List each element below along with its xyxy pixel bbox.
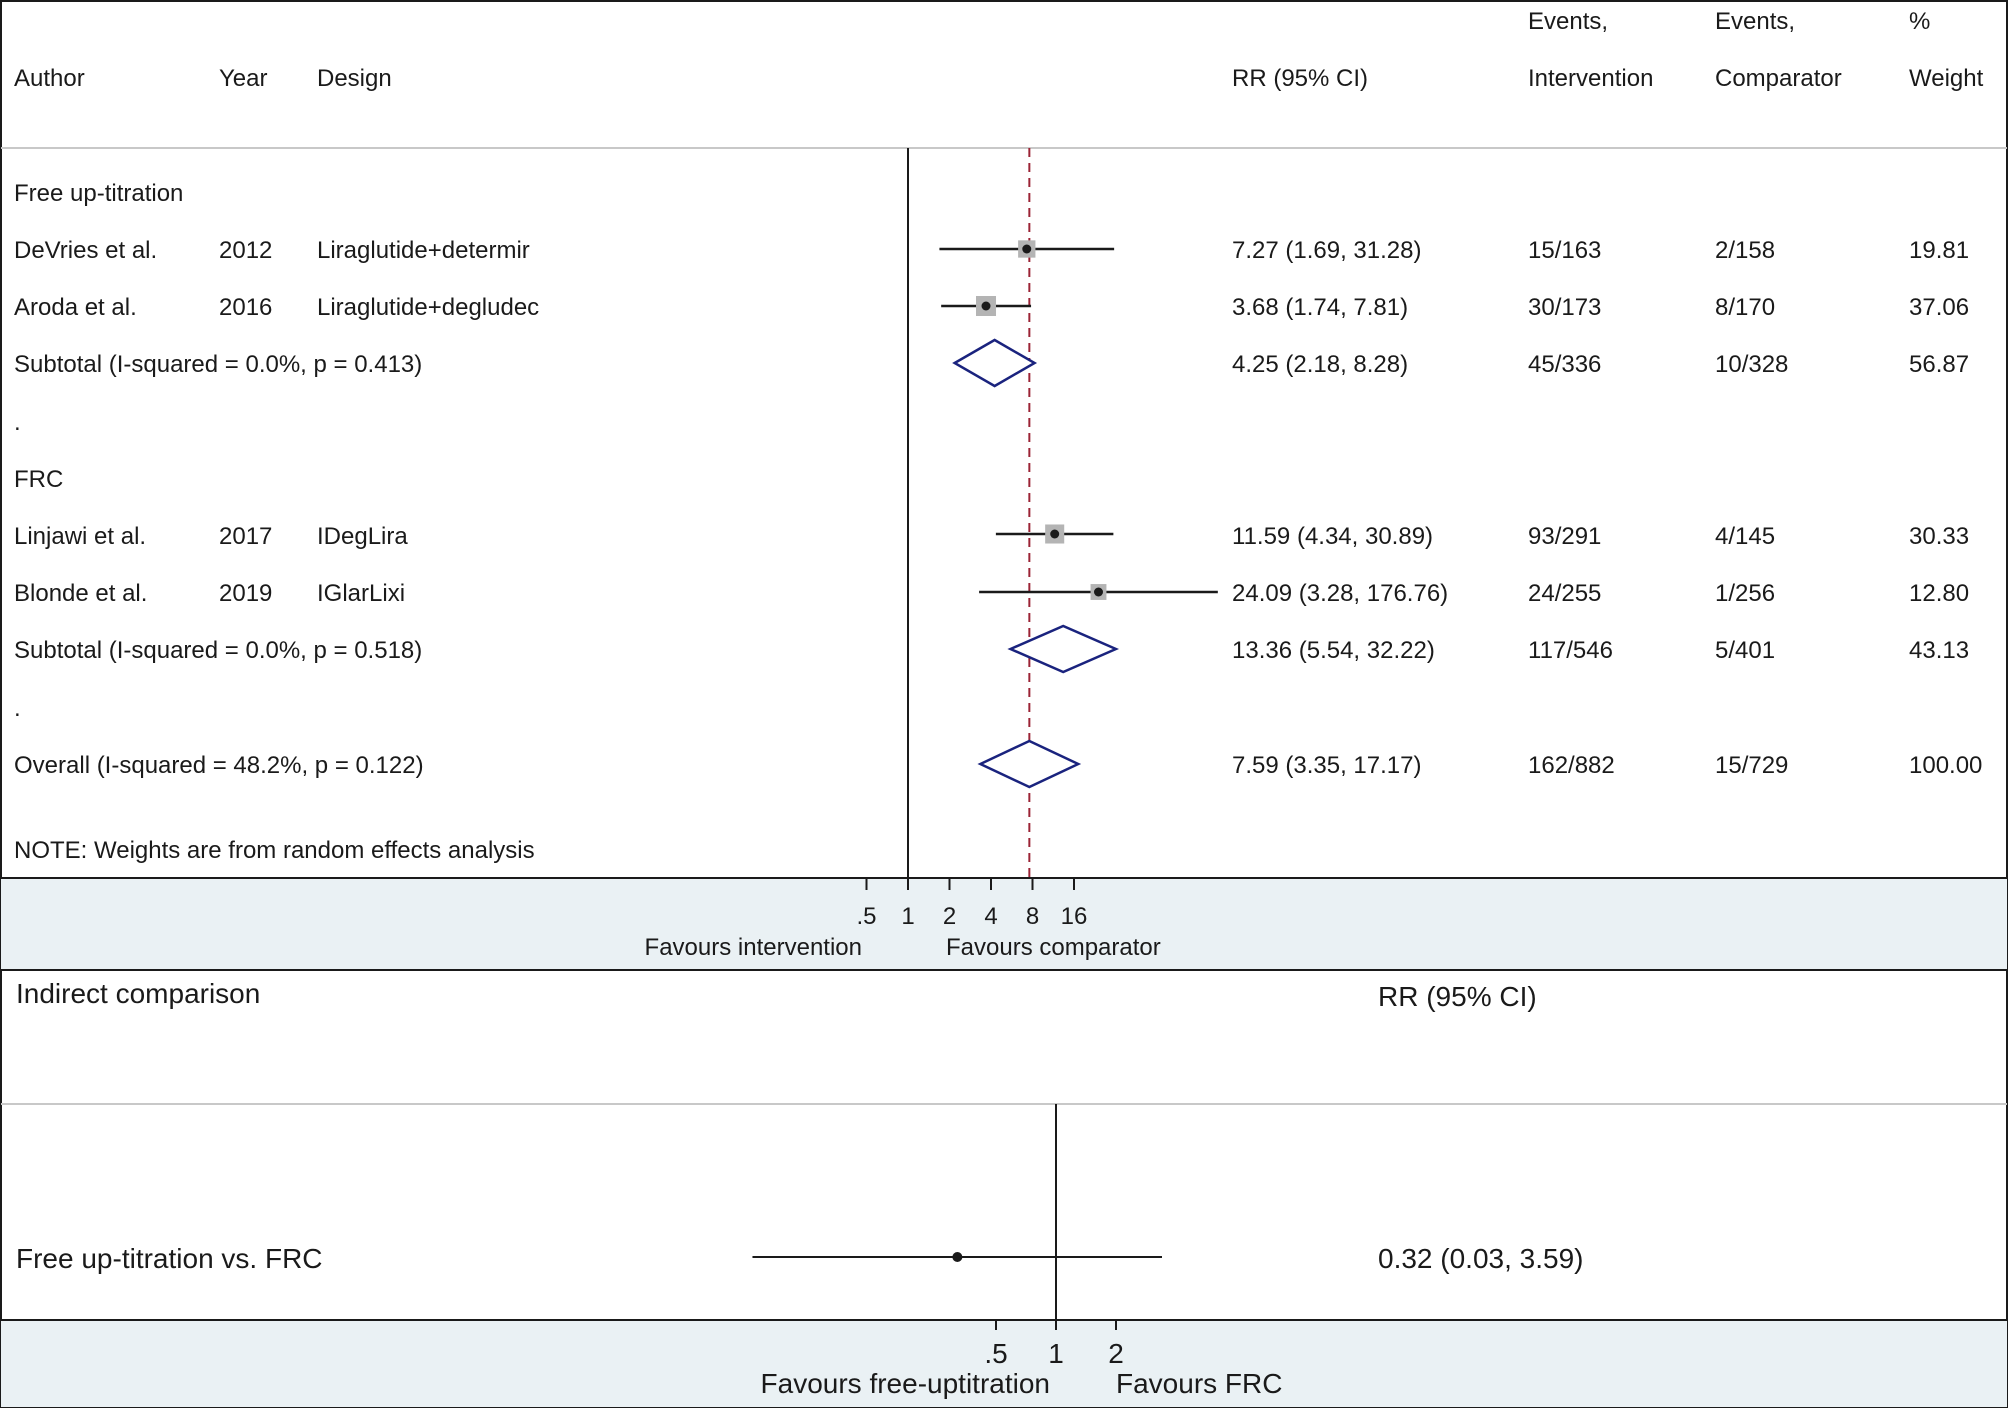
favours-free-uptitration-label: Favours free-uptitration	[760, 1368, 1050, 1399]
group-label-free-up-titration: Free up-titration	[14, 180, 184, 207]
favours-comparator-label: Favours comparator	[946, 934, 1161, 961]
point-estimate	[1094, 588, 1103, 597]
study-rr: 11.59 (4.34, 30.89)	[1232, 523, 1434, 550]
study-weight: 37.06	[1909, 294, 1970, 321]
subtotal-events-intervention: 117/546	[1528, 637, 1613, 664]
study-year: 2019	[219, 580, 273, 607]
study-author: DeVries et al.	[14, 237, 158, 264]
subtotal-weight: 43.13	[1909, 637, 1970, 664]
axis-tick-label: 2	[942, 903, 957, 930]
study-design: Liraglutide+degludec	[317, 294, 540, 321]
indirect-point-estimate	[952, 1252, 962, 1262]
axis-tick-label: 8	[1025, 903, 1040, 930]
study-design: Liraglutide+determir	[317, 237, 530, 264]
study-design: IGlarLixi	[317, 580, 406, 607]
axis-tick-label: 4	[984, 903, 998, 930]
study-design: IDegLira	[317, 523, 408, 550]
study-year: 2016	[219, 294, 273, 321]
header-design: Design	[317, 65, 392, 92]
study-events-comparator: 2/158	[1715, 237, 1776, 264]
subtotal-rr: 13.36 (5.54, 32.22)	[1232, 637, 1435, 664]
study-author: Aroda et al.	[14, 294, 137, 321]
subtotal-label: Subtotal (I-squared = 0.0%, p = 0.518)	[14, 637, 423, 664]
study-rr: 7.27 (1.69, 31.28)	[1232, 237, 1422, 264]
study-events-intervention: 30/173	[1528, 294, 1602, 321]
header-rr: RR (95% CI)	[1232, 65, 1369, 92]
study-events-intervention: 93/291	[1528, 523, 1602, 550]
indirect-rr-header: RR (95% CI)	[1378, 981, 1537, 1012]
axis-tick-label: .5	[856, 903, 877, 930]
spacer-dot: .	[14, 695, 21, 722]
study-events-intervention: 24/255	[1528, 580, 1602, 607]
study-author: Blonde et al.	[14, 580, 148, 607]
favours-frc-label: Favours FRC	[1116, 1368, 1283, 1399]
indirect-rr-value: 0.32 (0.03, 3.59)	[1378, 1243, 1584, 1274]
study-events-comparator: 8/170	[1715, 294, 1776, 321]
indirect-axis-tick-label: 1	[1048, 1338, 1064, 1369]
indirect-comparison-label: Free up-titration vs. FRC	[16, 1243, 323, 1274]
overall-weight: 100.00	[1909, 752, 1983, 779]
weights-note: NOTE: Weights are from random effects analysis	[14, 837, 535, 864]
indirect-axis-tick-label: .5	[984, 1338, 1008, 1369]
header-events-comparator-1: Events,	[1715, 8, 1796, 35]
study-events-comparator: 4/145	[1715, 523, 1776, 550]
figure-border	[1, 1, 2007, 1407]
study-year: 2012	[219, 237, 273, 264]
subtotal-label: Subtotal (I-squared = 0.0%, p = 0.413)	[14, 351, 423, 378]
header-weight-1: %	[1909, 8, 1931, 35]
study-author: Linjawi et al.	[14, 523, 147, 550]
study-weight: 12.80	[1909, 580, 1970, 607]
study-rr: 3.68 (1.74, 7.81)	[1232, 294, 1409, 321]
axis-tick-label: 1	[901, 903, 915, 930]
point-estimate	[982, 302, 991, 311]
subtotal-events-comparator: 5/401	[1715, 637, 1776, 664]
indirect-axis-tick-label: 2	[1108, 1338, 1124, 1369]
point-estimate	[1050, 530, 1059, 539]
study-events-intervention: 15/163	[1528, 237, 1602, 264]
study-weight: 30.33	[1909, 523, 1970, 550]
study-events-comparator: 1/256	[1715, 580, 1776, 607]
header-events-intervention-2: Intervention	[1528, 65, 1654, 92]
header-author: Author	[14, 65, 85, 92]
indirect-comparison-title: Indirect comparison	[16, 978, 261, 1009]
favours-intervention-label: Favours intervention	[644, 934, 862, 961]
subtotal-weight: 56.87	[1909, 351, 1970, 378]
study-weight: 19.81	[1909, 237, 1970, 264]
point-estimate	[1022, 245, 1031, 254]
header-weight-2: Weight	[1909, 65, 1984, 92]
header-events-intervention-1: Events,	[1528, 8, 1609, 35]
study-rr: 24.09 (3.28, 176.76)	[1232, 580, 1449, 607]
axis-tick-label: 16	[1060, 903, 1088, 930]
subtotal-events-intervention: 45/336	[1528, 351, 1602, 378]
spacer-dot: .	[14, 409, 21, 436]
overall-events-comparator: 15/729	[1715, 752, 1789, 779]
header-year: Year	[219, 65, 268, 92]
group-label-frc: FRC	[14, 466, 64, 493]
overall-events-intervention: 162/882	[1528, 752, 1615, 779]
header-events-comparator-2: Comparator	[1715, 65, 1842, 92]
overall-label: Overall (I-squared = 48.2%, p = 0.122)	[14, 752, 424, 779]
subtotal-events-comparator: 10/328	[1715, 351, 1789, 378]
study-year: 2017	[219, 523, 273, 550]
subtotal-rr: 4.25 (2.18, 8.28)	[1232, 351, 1409, 378]
overall-rr: 7.59 (3.35, 17.17)	[1232, 752, 1422, 779]
